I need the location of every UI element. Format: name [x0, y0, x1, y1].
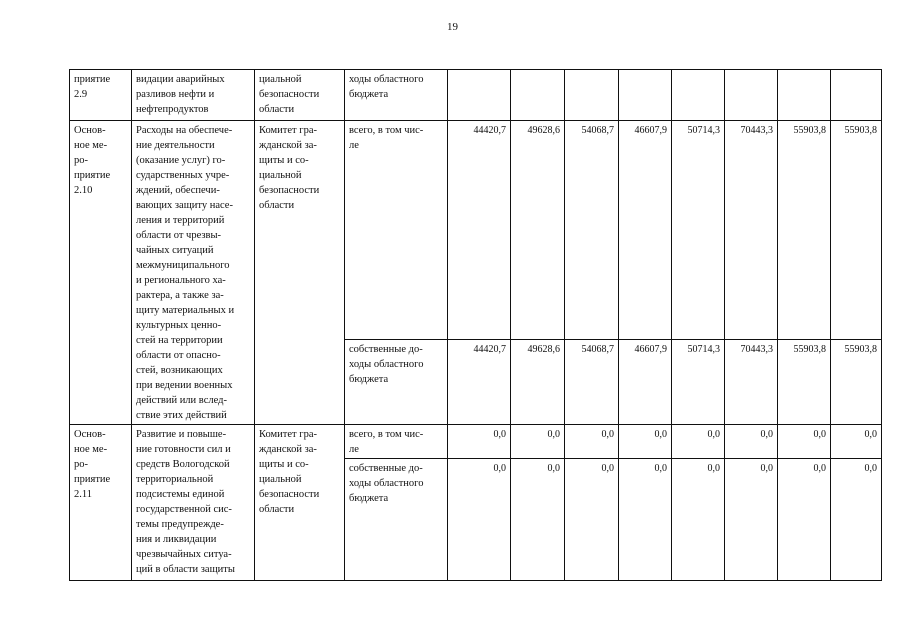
- funding-source-line: бюджета: [349, 89, 389, 100]
- executor-cell: [255, 70, 345, 121]
- page-number: 19: [447, 21, 458, 33]
- activity-name-cell: [132, 70, 255, 121]
- activity-name-line: территориальной: [136, 474, 214, 485]
- funding-source-line: ходы областного: [349, 358, 424, 370]
- activity-code-line: 2.9: [74, 89, 88, 100]
- value-cell: 0,0: [619, 425, 672, 459]
- executor-line: Комитет гра-: [259, 429, 317, 440]
- value-cell: 0,0: [725, 425, 778, 459]
- funding-source-line: собственные до-: [349, 343, 423, 355]
- value-cell: [448, 70, 511, 121]
- funding-source-cell: [345, 425, 448, 459]
- executor-line: циальной: [259, 474, 302, 485]
- activity-code-line: ное ме-: [74, 140, 108, 151]
- activity-name-line: при ведении военных: [136, 380, 233, 391]
- value-cell: 49628,6: [511, 121, 565, 340]
- value-cell: 0,0: [778, 459, 831, 581]
- value-cell: 0,0: [831, 459, 882, 581]
- executor-cell: [255, 121, 345, 425]
- value-cell: 50714,3: [672, 121, 725, 340]
- funding-source-line: собственные до-: [349, 463, 423, 474]
- value-cell: [831, 70, 882, 121]
- executor-line: Комитет гра-: [259, 125, 317, 136]
- value-cell: 46607,9: [619, 121, 672, 340]
- executor-line: безопасности: [259, 185, 320, 196]
- value-cell: 0,0: [565, 459, 619, 581]
- value-cell: [619, 70, 672, 121]
- value-cell: 54068,7: [565, 121, 619, 340]
- activity-name-line: межмуниципального: [136, 260, 230, 271]
- activity-name-line: вающих защиту насе-: [136, 200, 233, 211]
- funding-source-line: бюджета: [349, 493, 389, 504]
- value-cell: 0,0: [778, 425, 831, 459]
- value-cell: 55903,8: [831, 339, 882, 424]
- executor-cell: [255, 425, 345, 581]
- activity-code-line: Основ-: [74, 429, 106, 440]
- funding-source-line: всего, в том чис-: [349, 125, 424, 136]
- activity-name-line: ния и ликвидации: [136, 534, 217, 545]
- activity-name-line: чайных ситуаций: [136, 245, 214, 256]
- activity-code-line: 2.11: [74, 489, 92, 500]
- activity-name-line: средств Вологодской: [136, 459, 230, 470]
- activity-name-line: Расходы на обеспече-: [136, 125, 233, 136]
- activity-code-line: приятие: [74, 74, 111, 85]
- value-cell: 55903,8: [778, 121, 831, 340]
- executor-line: безопасности: [259, 89, 320, 100]
- activity-name-line: ствие этих действий: [136, 410, 227, 421]
- funding-source-line: ходы областного: [349, 478, 424, 489]
- value-cell: 0,0: [725, 459, 778, 581]
- activity-name-line: ние готовности сил и: [136, 444, 231, 455]
- value-cell: [725, 70, 778, 121]
- activity-name-line: щиту материальных и: [136, 305, 235, 316]
- value-cell: 50714,3: [672, 339, 725, 424]
- funding-source-line: ле: [349, 444, 359, 455]
- budget-table: [69, 69, 882, 581]
- funding-source-line: всего, в том чис-: [349, 429, 424, 440]
- value-cell: [511, 70, 565, 121]
- activity-name-line: государственной сис-: [136, 504, 232, 515]
- value-cell: [672, 70, 725, 121]
- activity-code-cell: [70, 70, 132, 121]
- executor-line: циальной: [259, 170, 302, 181]
- activity-name-line: сударственных учре-: [136, 170, 230, 181]
- value-cell: 44420,7: [448, 339, 511, 424]
- activity-code-line: ро-: [74, 459, 88, 470]
- value-cell: 0,0: [448, 425, 511, 459]
- executor-line: жданской за-: [259, 140, 317, 151]
- activity-name-line: нефтепродуктов: [136, 104, 209, 115]
- activity-code-cell: [70, 425, 132, 581]
- value-cell: 0,0: [511, 425, 565, 459]
- activity-name-line: Развитие и повыше-: [136, 429, 227, 440]
- table-row-continuation: [70, 70, 882, 121]
- funding-source-line: бюджета: [349, 373, 389, 385]
- executor-line: щиты и со-: [259, 459, 309, 470]
- activity-name-cell: [132, 425, 255, 581]
- value-cell: 44420,7: [448, 121, 511, 340]
- funding-source-cell: [345, 459, 448, 581]
- activity-name-line: разливов нефти и: [136, 89, 215, 100]
- executor-line: области: [259, 104, 295, 115]
- value-cell: 70443,3: [725, 339, 778, 424]
- activity-name-line: чрезвычайных ситуа-: [136, 549, 232, 560]
- activity-code-line: Основ-: [74, 125, 106, 136]
- activity-name-line: видации аварийных: [136, 74, 225, 85]
- executor-line: жданской за-: [259, 444, 317, 455]
- executor-line: области: [259, 200, 295, 211]
- activity-code-line: ное ме-: [74, 444, 108, 455]
- activity-code-line: приятие: [74, 474, 111, 485]
- activity-name-line: ждений, обеспечи-: [136, 185, 220, 196]
- activity-code-line: 2.10: [74, 185, 93, 196]
- value-cell: 0,0: [511, 459, 565, 581]
- value-cell: 0,0: [672, 459, 725, 581]
- activity-name-line: и регионального ха-: [136, 275, 226, 286]
- executor-line: циальной: [259, 74, 302, 85]
- activity-name-line: ние деятельности: [136, 140, 215, 151]
- funding-source-line: ходы областного: [349, 74, 424, 85]
- funding-source-line: ле: [349, 140, 359, 151]
- activity-name-line: стей на территории: [136, 335, 223, 346]
- value-cell: 49628,6: [511, 339, 565, 424]
- activity-name-line: стей, возникающих: [136, 365, 223, 376]
- activity-name-line: подсистемы единой: [136, 489, 225, 500]
- activity-name-line: области от опасно-: [136, 350, 221, 361]
- activity-code-line: ро-: [74, 155, 88, 166]
- activity-name-line: (оказание услуг) го-: [136, 155, 226, 166]
- activity-name-line: действий или вслед-: [136, 395, 227, 406]
- funding-source-cell: [345, 339, 448, 424]
- funding-source-cell: [345, 121, 448, 340]
- value-cell: 0,0: [448, 459, 511, 581]
- funding-source-cell: [345, 70, 448, 121]
- value-cell: 54068,7: [565, 339, 619, 424]
- activity-name-line: рактера, а также за-: [136, 290, 224, 301]
- activity-name-line: ций в области защиты: [136, 564, 235, 575]
- activity-code-line: приятие: [74, 170, 111, 181]
- activity-name-cell: [132, 121, 255, 425]
- value-cell: 0,0: [565, 425, 619, 459]
- value-cell: 0,0: [831, 425, 882, 459]
- value-cell: 70443,3: [725, 121, 778, 340]
- value-cell: 55903,8: [831, 121, 882, 340]
- table-row-2-10-total: [70, 121, 882, 340]
- table-row-2-11-total: [70, 425, 882, 459]
- value-cell: [565, 70, 619, 121]
- value-cell: [778, 70, 831, 121]
- activity-name-line: культурных ценно-: [136, 320, 222, 331]
- value-cell: 0,0: [672, 425, 725, 459]
- activity-name-line: области от чрезвы-: [136, 230, 222, 241]
- executor-line: щиты и со-: [259, 155, 309, 166]
- value-cell: 46607,9: [619, 339, 672, 424]
- value-cell: 0,0: [619, 459, 672, 581]
- executor-line: безопасности: [259, 489, 320, 500]
- value-cell: 55903,8: [778, 339, 831, 424]
- activity-name-line: ления и территорий: [136, 215, 225, 226]
- executor-line: области: [259, 504, 295, 515]
- activity-name-line: темы предупрежде-: [136, 519, 224, 530]
- activity-code-cell: [70, 121, 132, 425]
